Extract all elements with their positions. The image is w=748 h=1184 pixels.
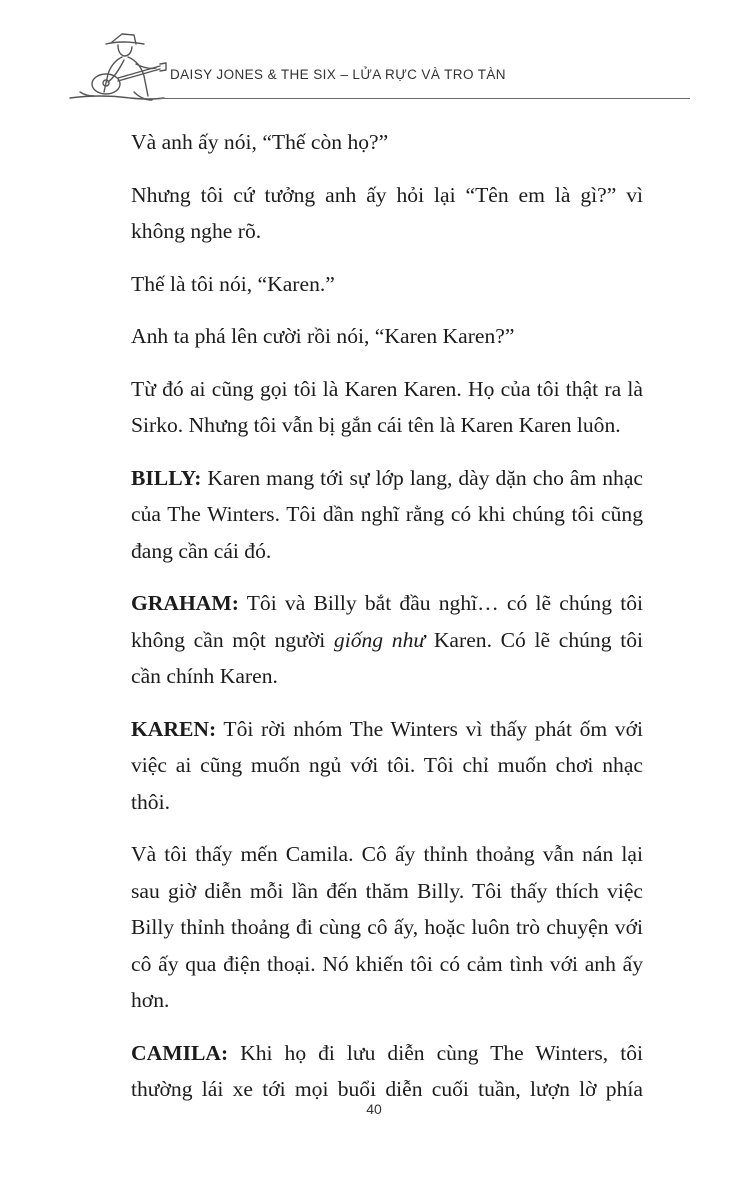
page-number: 40 xyxy=(366,1101,382,1117)
guitarist-sketch-icon xyxy=(60,26,170,106)
speaker-name: BILLY: xyxy=(131,465,202,490)
paragraph-3: Thế là tôi nói, “Karen.” xyxy=(131,271,335,296)
paragraph-4: Anh ta phá lên cười rồi nói, “Karen Karen?” xyxy=(131,324,515,348)
paragraph-10: CAMILA: Khi họ đi lưu diễn cùng The Winters, tôi thường lái xe tới mọi buổi diễn cuối tuần, lượn lờ phía xyxy=(131,1040,643,1101)
italic-phrase: giống như xyxy=(333,627,426,652)
running-header xyxy=(0,0,748,110)
speaker-name: KAREN: xyxy=(131,716,217,741)
paragraph-1: Và anh ấy nói, “Thế còn họ?” xyxy=(131,130,389,154)
paragraph-5: Từ đó ai cũng gọi tôi là Karen Karen. Họ của tôi thật ra là Sirko. Nhưng tôi vẫn bị gắn cái tên là Karen Karen luôn. xyxy=(131,376,643,437)
speaker-name: GRAHAM: xyxy=(131,591,239,615)
header-divider xyxy=(160,98,690,99)
paragraph-9: Và tôi thấy mến Camila. Cô ấy thỉnh thoảng vẫn nán lại sau giờ diễn mỗi lần đến thăm Billy. Tôi thấy thích việc Billy thỉnh thoảng đi cùng cô ấy, hoặc luôn trò chuyện với cô ấy qua điện thoại. Nó khiến tôi có cảm tình với anh ấy hơn. xyxy=(131,842,643,1012)
paragraph-2: Nhưng tôi cứ tưởng anh ấy hỏi lại “Tên em là gì?” vì không nghe rõ. xyxy=(131,182,643,243)
paragraph-6: BILLY: Karen mang tới sự lớp lang, dày dặn cho âm nhạc của The Winters. Tôi dần nghĩ rằng có khi chúng tôi cũng đang cần cái đó. xyxy=(131,465,643,563)
paragraph-8: KAREN: Tôi rời nhóm The Winters vì thấy phát ốm với việc ai cũng muốn ngủ với tôi. Tôi chỉ muốn chơi nhạc thôi. xyxy=(131,716,643,814)
speaker-name: CAMILA: xyxy=(131,1040,229,1065)
page-body xyxy=(103,124,643,1124)
paragraph-7: GRAHAM: Tôi và Billy bắt đầu nghĩ… có lẽ chúng tôi không cần một người giống như Karen. Có lẽ chúng tôi cần chính Karen. xyxy=(131,591,643,688)
book-title-header: DAISY JONES & THE SIX – LỬA RỰC VÀ TRO TÀN xyxy=(170,67,506,82)
